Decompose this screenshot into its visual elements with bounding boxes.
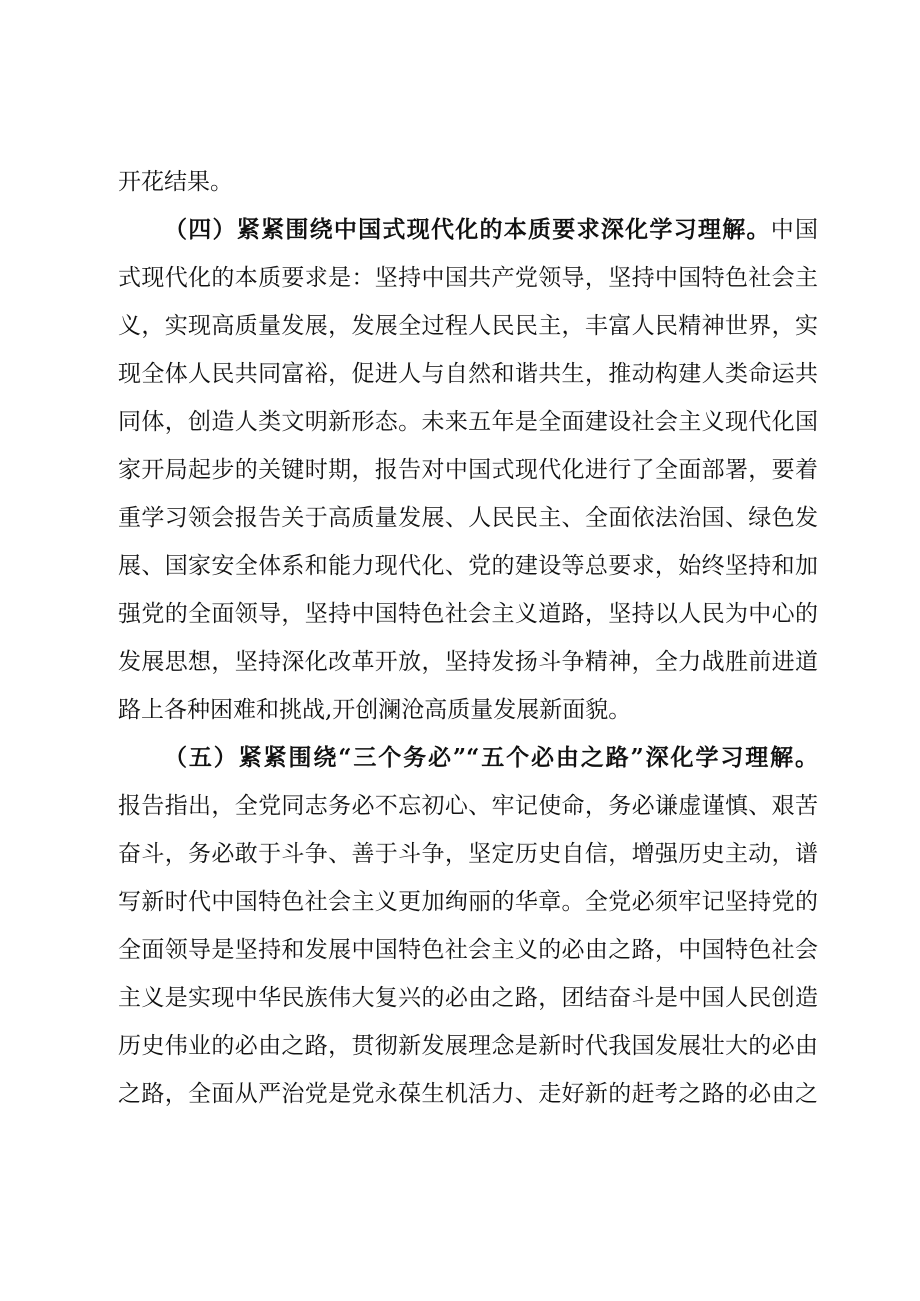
section-heading-4: [164, 210, 818, 250]
line-text: 开花结果。: [118, 169, 233, 195]
text-line: [118, 498, 818, 538]
line-text: 历史伟业的必由之路，贯彻新发展理念是新时代我国发展壮大的必由: [118, 1033, 818, 1059]
text-line: [118, 690, 818, 730]
text-line: [118, 1074, 818, 1114]
line-text: 报告指出，全党同志务必不忘初心、牢记使命，务必谦虚谨慎、艰苦: [118, 793, 818, 819]
text-line: [118, 258, 818, 298]
text-line: [118, 882, 818, 922]
line-text: 式现代化的本质要求是：坚持中国共产党领导，坚持中国特色社会主: [118, 265, 818, 291]
text-line: [118, 306, 818, 346]
section-heading-5: [164, 738, 818, 778]
line-text: 重学习领会报告关于高质量发展、人民民主、全面依法治国、绿色发: [118, 505, 818, 531]
line-text: 路上各种困难和挑战,开创澜沧高质量发展新面貌。: [118, 697, 632, 723]
text-line: [118, 354, 818, 394]
text-line: [118, 834, 818, 874]
text-line: [118, 402, 818, 442]
text-line: [118, 978, 818, 1018]
line-text: 强党的全面领导，坚持中国特色社会主义道路，坚持以人民为中心的: [118, 601, 818, 627]
text-line: [118, 450, 818, 490]
line-text: 家开局起步的关键时期，报告对中国式现代化进行了全面部署，要着: [118, 457, 818, 483]
line-text: 义，实现高质量发展，发展全过程人民民主，丰富人民精神世界，实: [118, 313, 818, 339]
heading-text: （四）紧紧围绕中国式现代化的本质要求深化学习理解。: [164, 216, 771, 243]
line-text: 奋斗，务必敢于斗争、善于斗争，坚定历史自信，增强历史主动，谱: [118, 841, 818, 867]
line-text: 同体，创造人类文明新形态。未来五年是全面建设社会主义现代化国: [118, 409, 818, 435]
text-line: [118, 786, 818, 826]
line-text: 中国: [770, 217, 819, 243]
text-line: [118, 1026, 818, 1066]
line-text: 展、国家安全体系和能力现代化、党的建设等总要求，始终坚持和加: [118, 553, 818, 579]
text-line: [118, 642, 818, 682]
text-line: [118, 162, 818, 202]
line-text: 全面领导是坚持和发展中国特色社会主义的必由之路，中国特色社会: [118, 937, 818, 963]
text-line: [118, 546, 818, 586]
heading-text: （五）紧紧围绕“三个务必”“五个必由之路”深化学习理解。: [164, 744, 818, 771]
line-text: 之路，全面从严治党是党永葆生机活力、走好新的赶考之路的必由之: [118, 1081, 818, 1107]
text-line: [118, 930, 818, 970]
line-text: 写新时代中国特色社会主义更加绚丽的华章。全党必须牢记坚持党的: [118, 889, 818, 915]
line-text: 主义是实现中华民族伟大复兴的必由之路，团结奋斗是中国人民创造: [118, 985, 818, 1011]
text-line: [118, 594, 818, 634]
line-text: 现全体人民共同富裕，促进人与自然和谐共生，推动构建人类命运共: [118, 361, 818, 387]
line-text: 发展思想，坚持深化改革开放，坚持发扬斗争精神，全力战胜前进道: [118, 649, 818, 675]
